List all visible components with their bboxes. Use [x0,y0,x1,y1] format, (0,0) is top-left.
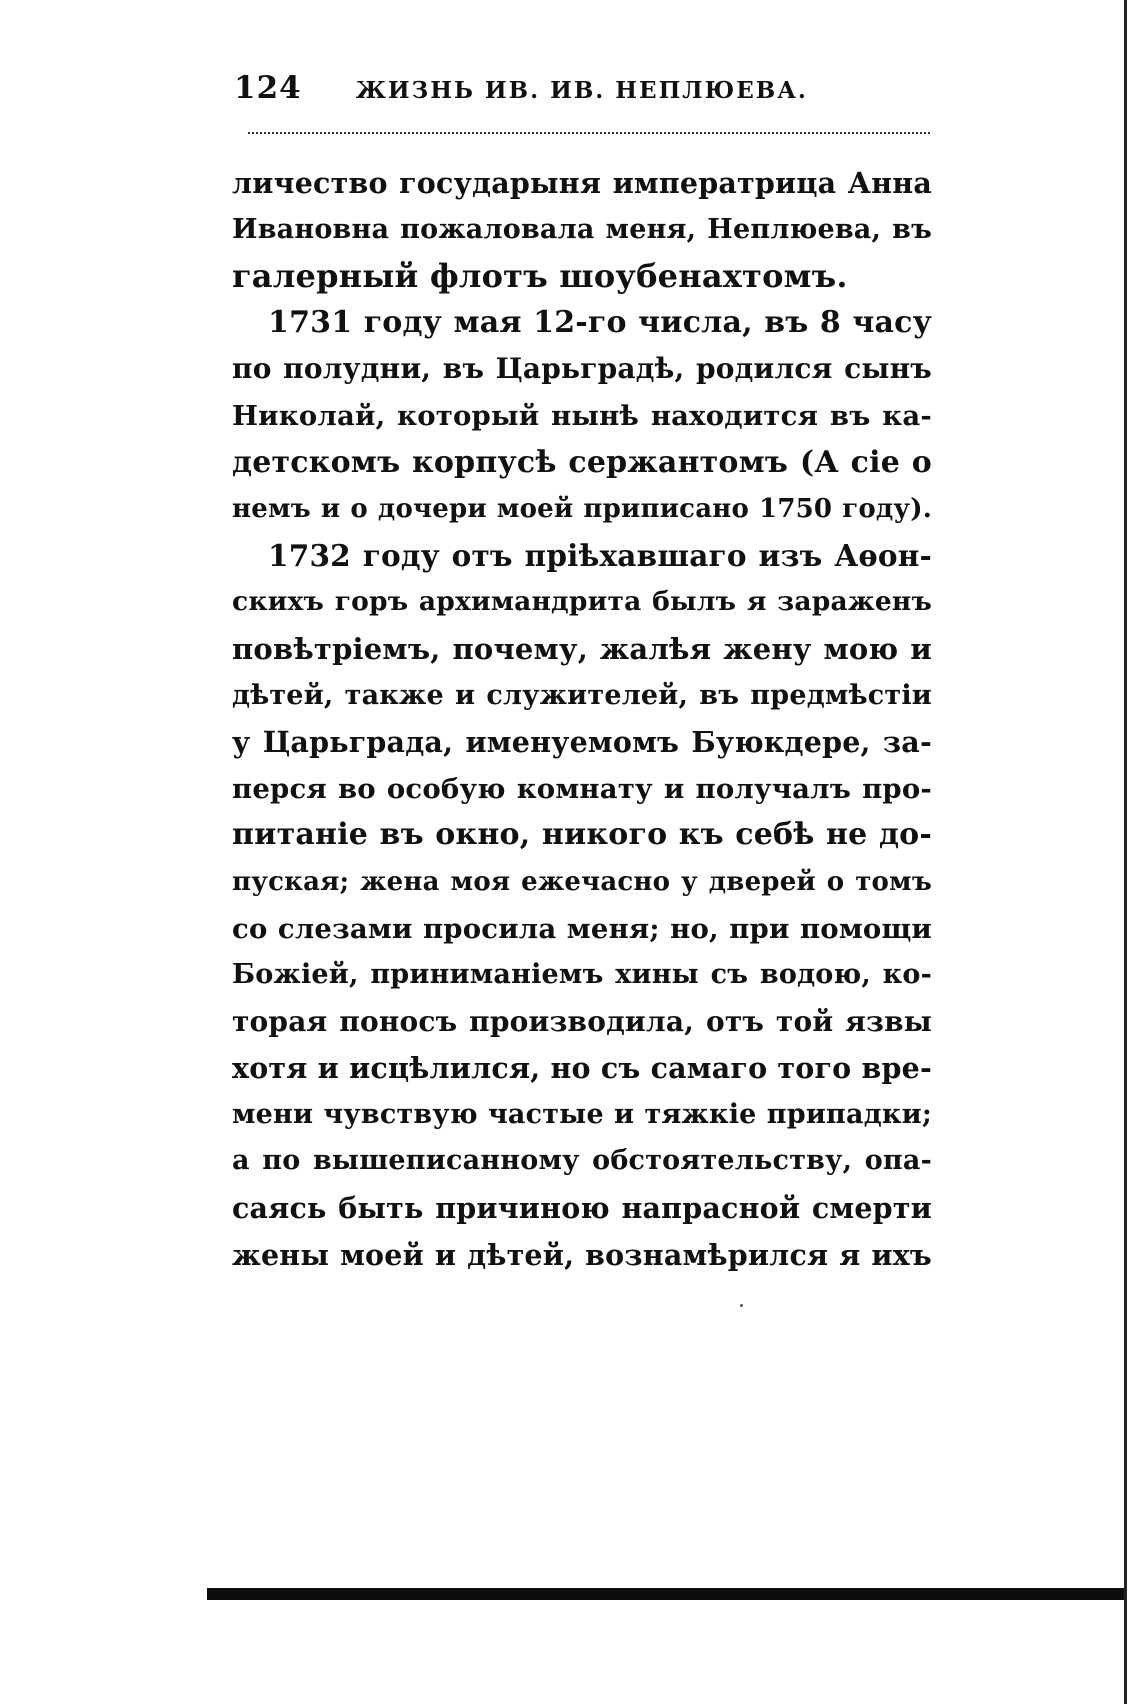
text-line: Николай, который нынѣ находится въ ка- [232,399,932,432]
text-line: мени чувствую частые и тяжкіе припадки; [232,1098,932,1130]
page-number: 124 [234,70,302,106]
running-title: ЖИЗНЬ ИВ. ИВ. НЕПЛЮЕВА. [355,77,808,104]
text-line: хотя и исцѣлился, но съ самаго того вре- [232,1051,932,1086]
text-line: Ивановна пожаловала меня, Неплюева, въ [232,213,932,245]
text-line: перся во особую комнату и получалъ про- [232,772,932,805]
text-line: питаніе въ окно, никого къ себѣ не до- [232,817,932,853]
text-line: по полудни, въ Царьградѣ, родился сынъ [232,352,932,386]
text-line: жены моей и дѣтей, вознамѣрился я ихъ [232,1237,932,1272]
text-line: 1731 году мая 12-го числа, въ 8 часу [268,304,932,340]
text-line: со слезами просила меня; но, при помощи [232,912,932,945]
text-line: дѣтей, также и служителей, въ предмѣстіи [232,679,932,711]
text-line: галерный флотъ шоубенахтомъ. [232,257,848,296]
paper-speck [740,1304,743,1307]
text-line: повѣтріемъ, почему, жалѣя жену мою и [232,631,932,666]
text-line: а по вышеписанному обстоятельству, опа- [232,1145,932,1177]
text-line: 1732 году отъ пріѣхавшаго изъ Аѳон- [268,537,932,573]
bottom-rule [207,1588,1124,1600]
body-text [232,160,932,1278]
text-line: личество государыня императрица Анна [232,166,932,200]
running-head [234,70,934,114]
text-line: саясь быть причиною напрасной смерти [232,1191,932,1226]
text-line: скихъ горъ архимандрита былъ я зараженъ [232,586,932,618]
page-edge-line [1124,0,1127,1704]
text-line: торая поносъ производила, отъ той язвы [232,1004,932,1038]
text-line: Божіей, приниманіемъ хины съ водою, ко- [232,959,932,991]
text-line: пуская; жена моя ежечасно у дверей о томъ [232,866,932,897]
text-line: детскомъ корпусѣ сержантомъ (А сіе о [232,444,932,480]
header-rule [248,132,930,134]
text-line: у Царьграда, именуемомъ Буюкдере, за- [232,725,932,760]
text-line: немъ и о дочери моей приписано 1750 году). [232,494,932,525]
